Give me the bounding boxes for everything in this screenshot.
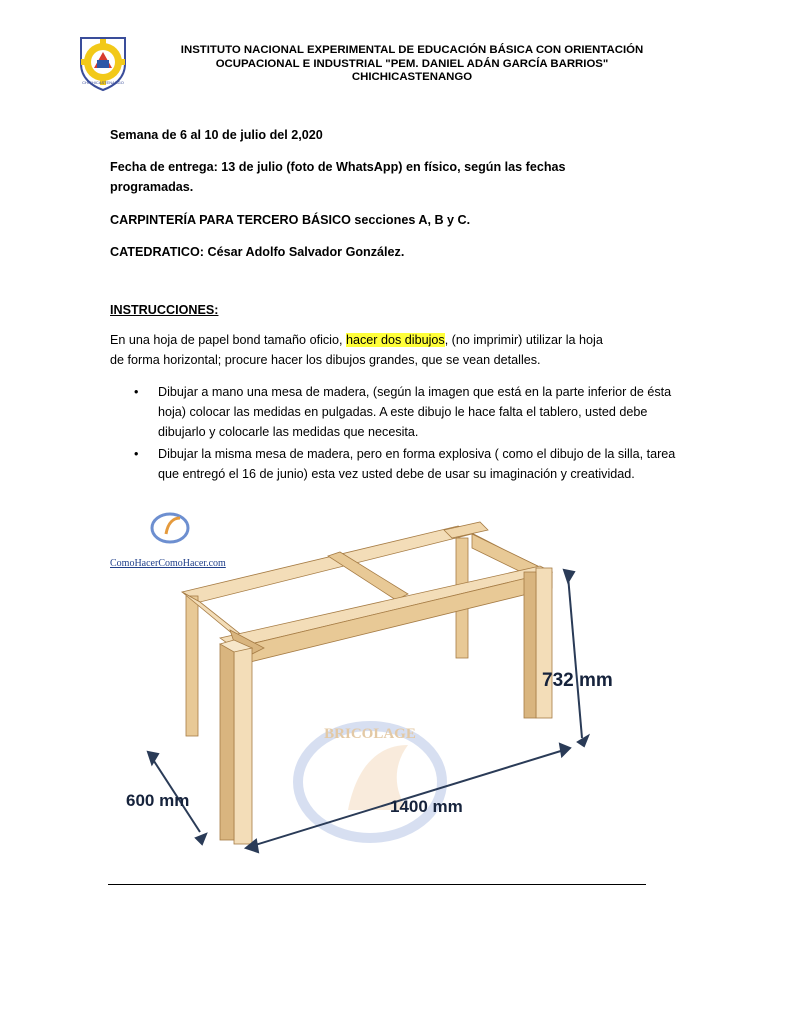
watermark-text: BRICOLAGE [324, 726, 416, 742]
header-line-2: OCUPACIONAL E INDUSTRIAL "PEM. DANIEL ADÁN GARCÍA BARRIOS" [215, 57, 609, 70]
header-line-3: CHICHICASTENANGO [351, 71, 473, 84]
school-header [138, 44, 686, 85]
dim-depth-label: 600 mm [126, 791, 190, 810]
teacher-line: CATEDRATICO: César Adolfo Salvador González. [110, 245, 405, 259]
dim-length-label: 1400 mm [390, 797, 463, 816]
school-logo [76, 34, 130, 92]
bullet-icon: • [134, 385, 139, 399]
delivery-date [110, 157, 670, 197]
week-line: Semana de 6 al 10 de julio del 2,020 [110, 128, 323, 142]
list-item [134, 382, 684, 442]
list-item [134, 444, 684, 484]
instructions-title: INSTRUCCIONES: [110, 303, 219, 317]
dim-height-label: 732 mm [542, 670, 613, 691]
header-line-1: INSTITUTO NACIONAL EXPERIMENTAL DE EDUCACIÓN BÁSICA CON ORIENTACIÓN [180, 44, 644, 56]
list-item-text: Dibujar a mano una mesa de madera, (según la imagen que está en la parte inferior de ésta hoja) colocar las medidas en pulgadas. A este dibujo le hace falta el tablero, usted debe dibujarlo y colocarle las medidas que necesita. [158, 385, 672, 439]
list-item-text: Dibujar la misma mesa de madera, pero en forma explosiva ( como el dibujo de la silla, tarea que entregó el 16 de junio) esta vez usted debe de usar su imaginación y creatividad. [158, 447, 676, 481]
course-line: CARPINTERÍA PARA TERCERO BÁSICO secciones A, B y C. [110, 213, 471, 227]
delivery-date-line-1: Fecha de entrega: 13 de julio (foto de WhatsApp) en físico, según las fechas [110, 160, 566, 174]
svg-text:CHICHICASTENANGO: CHICHICASTENANGO [82, 80, 124, 85]
instructions-text-a: En una hoja de papel bond tamaño oficio, [110, 333, 346, 347]
site-watermark-text: ComoHacerComoHacer.com [110, 558, 226, 569]
instructions-list [134, 382, 684, 486]
instructions-line-2: de forma horizontal; procure hacer los dibujos grandes, que se vean detalles. [110, 353, 541, 367]
instructions-text-b: , (no imprimir) utilizar la hoja [444, 333, 603, 347]
highlighted-text: hacer dos dibujos [345, 333, 445, 347]
instructions-line-1 [110, 330, 690, 350]
table-diagram [108, 510, 646, 886]
bullet-icon: • [134, 447, 139, 461]
bottom-divider [108, 884, 646, 885]
instructions-paragraph [110, 330, 690, 370]
delivery-date-line-2: programadas. [110, 180, 194, 194]
